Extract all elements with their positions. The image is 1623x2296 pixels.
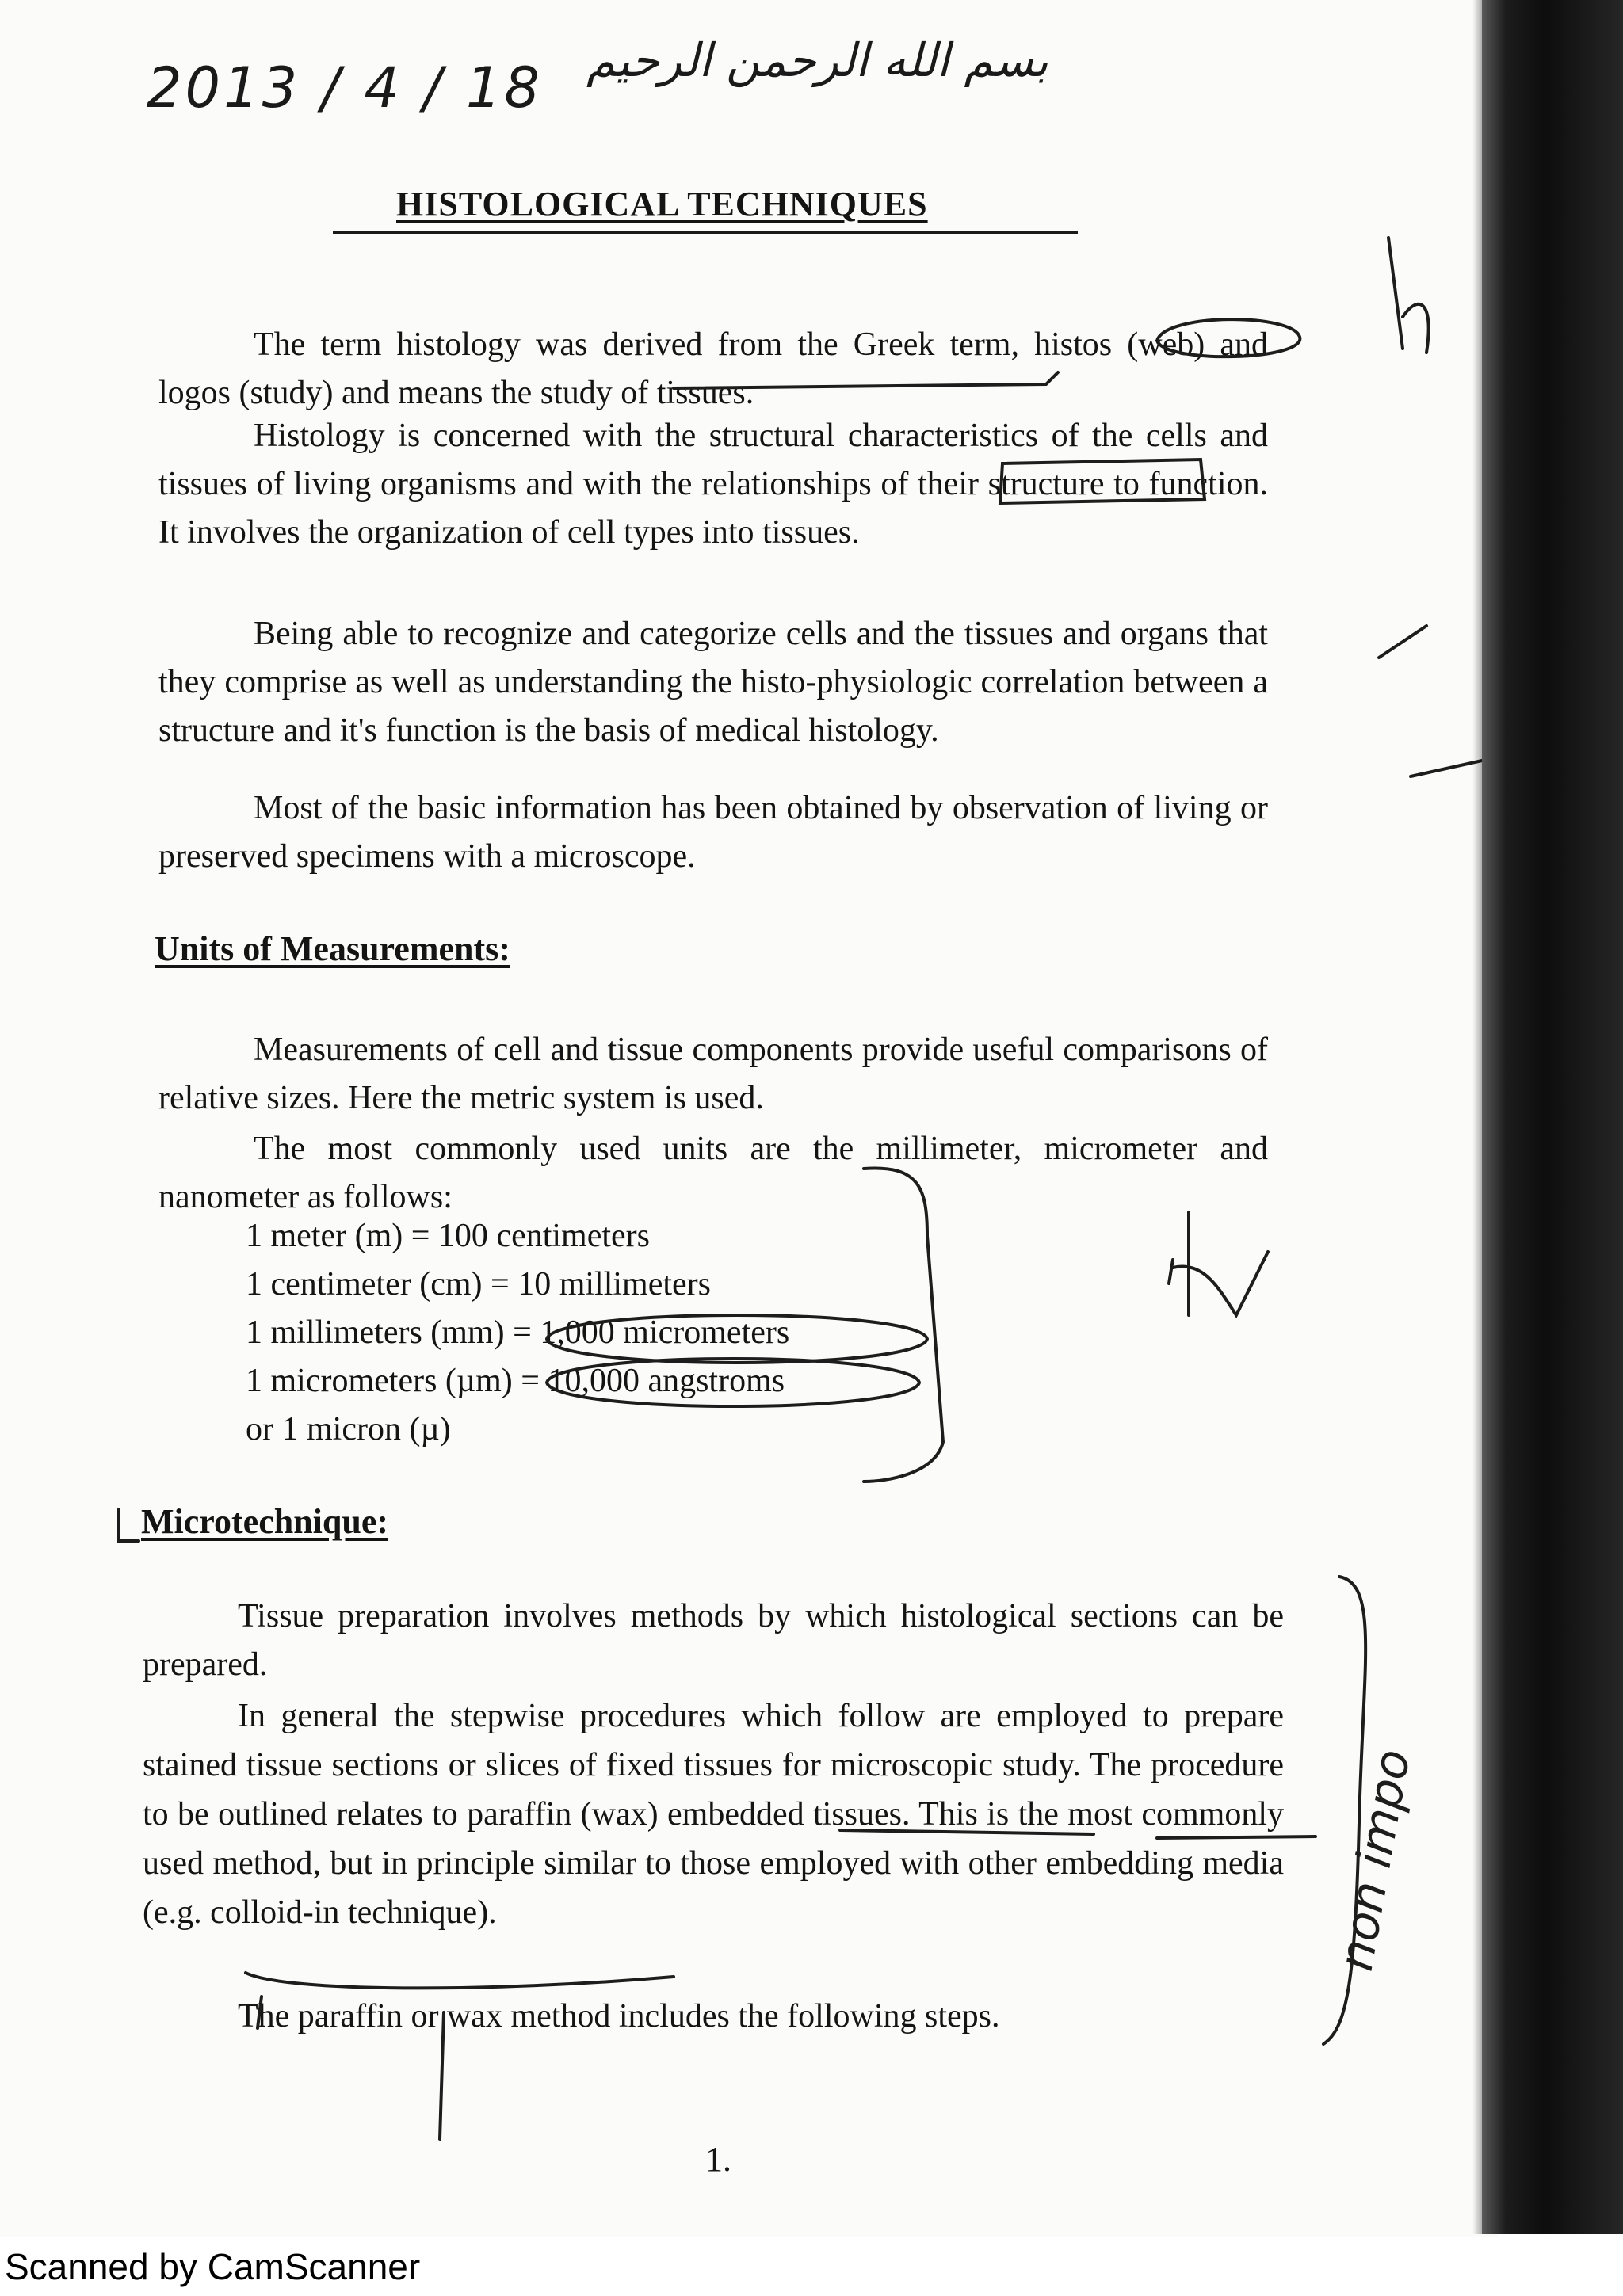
micro-paragraph-2: [143, 1691, 1284, 1937]
units-list-item: 1 millimeters (mm) = 1,000 micrometers: [246, 1314, 790, 1351]
intro-paragraph-2-text: Histology is concerned with the structural characteristics of the cells and tissues of living organisms and with the relationships of their structure to function. It involves the organization of cell types into tissues.: [158, 418, 1268, 551]
page-number: 1.: [705, 2140, 731, 2179]
intro-paragraph-1: [158, 321, 1268, 418]
units-heading: Units of Measurements:: [155, 929, 510, 968]
page-title: HISTOLOGICAL TECHNIQUES: [396, 185, 928, 223]
units-list-item: 1 micrometers (µm) = 10,000 angstroms: [246, 1363, 785, 1399]
units-paragraph-1-text: Measurements of cell and tissue components provide useful comparisons of relative sizes. Here the metric system is used.: [158, 1032, 1268, 1116]
units-list: [246, 1212, 1038, 1454]
handwritten-basmala: بسم الله الرحمن الرحيم: [586, 33, 1048, 87]
units-paragraph-2-text: The most commonly used units are the millimeter, micrometer and nanometer as follows:: [158, 1131, 1268, 1215]
svg-text:non impo: non impo: [1327, 1745, 1422, 1975]
units-paragraph-2: [158, 1125, 1268, 1222]
units-list-item: or 1 micron (µ): [246, 1411, 451, 1447]
intro-paragraph-4-text: Most of the basic information has been obtained by observation of living or preserved specimens with a microscope.: [158, 790, 1268, 875]
units-list-item: 1 meter (m) = 100 centimeters: [246, 1218, 651, 1254]
intro-paragraph-2: [158, 412, 1268, 557]
title-underline: [333, 231, 1078, 234]
intro-paragraph-4: [158, 784, 1268, 881]
handwritten-date: 2013 / 4 / 18: [147, 55, 543, 120]
units-list-item: 1 centimeter (cm) = 10 millimeters: [246, 1266, 711, 1302]
micro-paragraph-3: The paraffin or wax method includes the following steps.: [238, 1998, 1000, 2035]
intro-paragraph-1-text: The term histology was derived from the Greek term, histos (web) and logos (study) and means the study of tissues.: [158, 326, 1268, 411]
scan-dark-edge: [1482, 0, 1623, 2234]
microtechnique-heading: Microtechnique:: [141, 1502, 389, 1541]
units-paragraph-1: [158, 1026, 1268, 1123]
micro-paragraph-1: [143, 1592, 1284, 1689]
camscanner-footer: [0, 2237, 1498, 2296]
intro-paragraph-3: [158, 610, 1268, 755]
camscanner-label: Scanned by CamScanner: [5, 2246, 421, 2287]
micro-paragraph-2-text: In general the stepwise procedures which follow are employed to prepare stained tissue sections or slices of fixed tissues for microscopic study. The procedure to be outlined relates to paraffin (wax) embedded tissues. This is the most commonly used method, but in principle similar to those employed with other embedding media (e.g. colloid-in technique).: [143, 1698, 1284, 1931]
intro-paragraph-3-text: Being able to recognize and categorize cells and the tissues and organs that they comprise as well as understanding the histo-physiologic correlation between a structure and it's function is the basis of medical histology.: [158, 616, 1268, 749]
micro-paragraph-1-text: Tissue preparation involves methods by which histological sections can be prepared.: [143, 1598, 1284, 1683]
